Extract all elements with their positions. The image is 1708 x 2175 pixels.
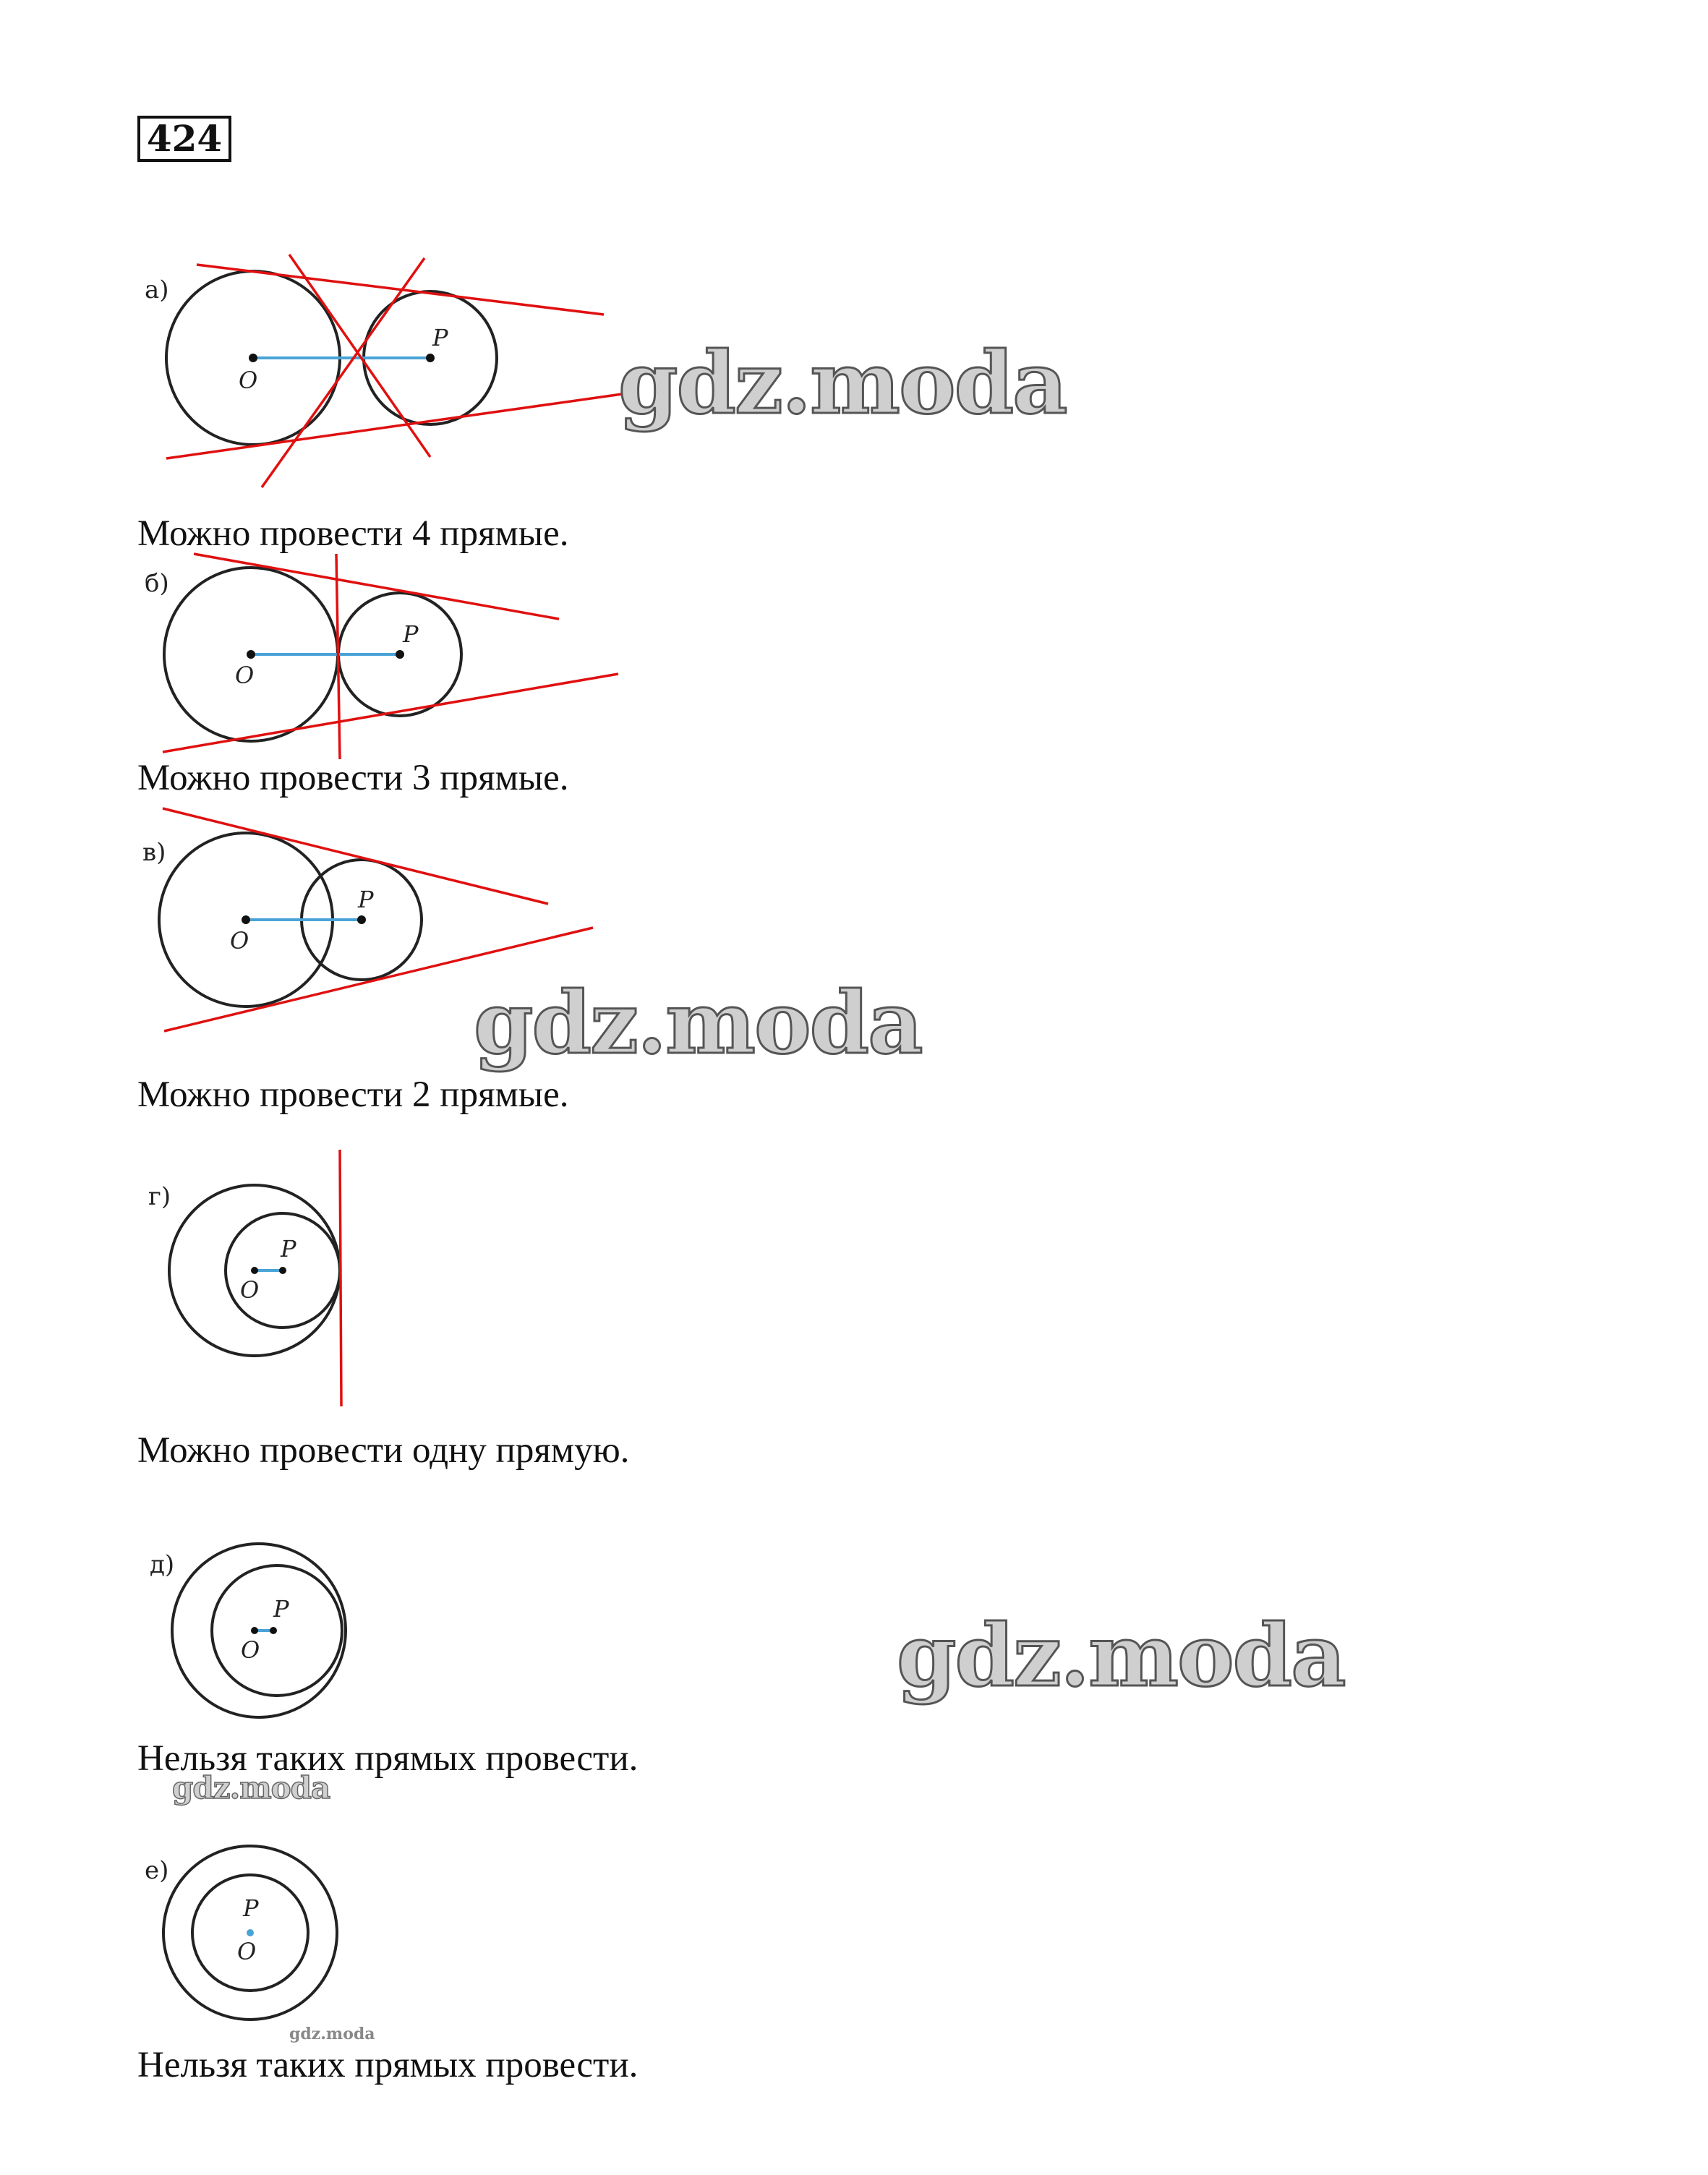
answer-d: Нельзя таких прямых провести. bbox=[137, 1738, 639, 1779]
answer-e: Нельзя таких прямых провести. bbox=[137, 2045, 639, 2085]
point-o-label: O bbox=[241, 1636, 260, 1664]
answer-g: Можно провести одну прямую. bbox=[137, 1430, 630, 1471]
figure-d-label: д) bbox=[150, 1550, 175, 1579]
figure-g-label: г) bbox=[148, 1182, 171, 1211]
figure-v-label: в) bbox=[142, 838, 166, 867]
answer-b: Можно провести 3 прямые. bbox=[137, 758, 569, 798]
point-o-label: O bbox=[235, 662, 255, 689]
point-o-p bbox=[247, 1929, 254, 1936]
point-p-label: P bbox=[403, 620, 419, 648]
figure-b-label: б) bbox=[145, 569, 169, 598]
figure-a-label: а) bbox=[145, 275, 169, 304]
task-number: 424 bbox=[137, 116, 231, 162]
figure-e-label: е) bbox=[145, 1856, 169, 1885]
point-o-label: O bbox=[240, 1276, 260, 1304]
answer-v: Можно провести 2 прямые. bbox=[137, 1074, 569, 1115]
watermark-logo: gdz.moda bbox=[618, 333, 1067, 433]
answer-a: Можно провести 4 прямые. bbox=[137, 513, 569, 554]
point-p-label: P bbox=[281, 1235, 296, 1262]
watermark-logo: gdz.moda bbox=[474, 973, 922, 1073]
watermark-logo: gdz.moda bbox=[289, 2025, 375, 2043]
point-p-label: P bbox=[243, 1894, 259, 1922]
watermark-logo: gdz.moda bbox=[172, 1770, 330, 1806]
point-p-label: P bbox=[273, 1595, 289, 1623]
point-p-label: P bbox=[358, 886, 374, 913]
point-o-label: O bbox=[239, 367, 258, 394]
point-p-label: P bbox=[432, 324, 448, 351]
point-o-label: O bbox=[237, 1938, 257, 1965]
watermark-logo: gdz.moda bbox=[897, 1605, 1345, 1706]
point-o-label: O bbox=[230, 927, 249, 954]
